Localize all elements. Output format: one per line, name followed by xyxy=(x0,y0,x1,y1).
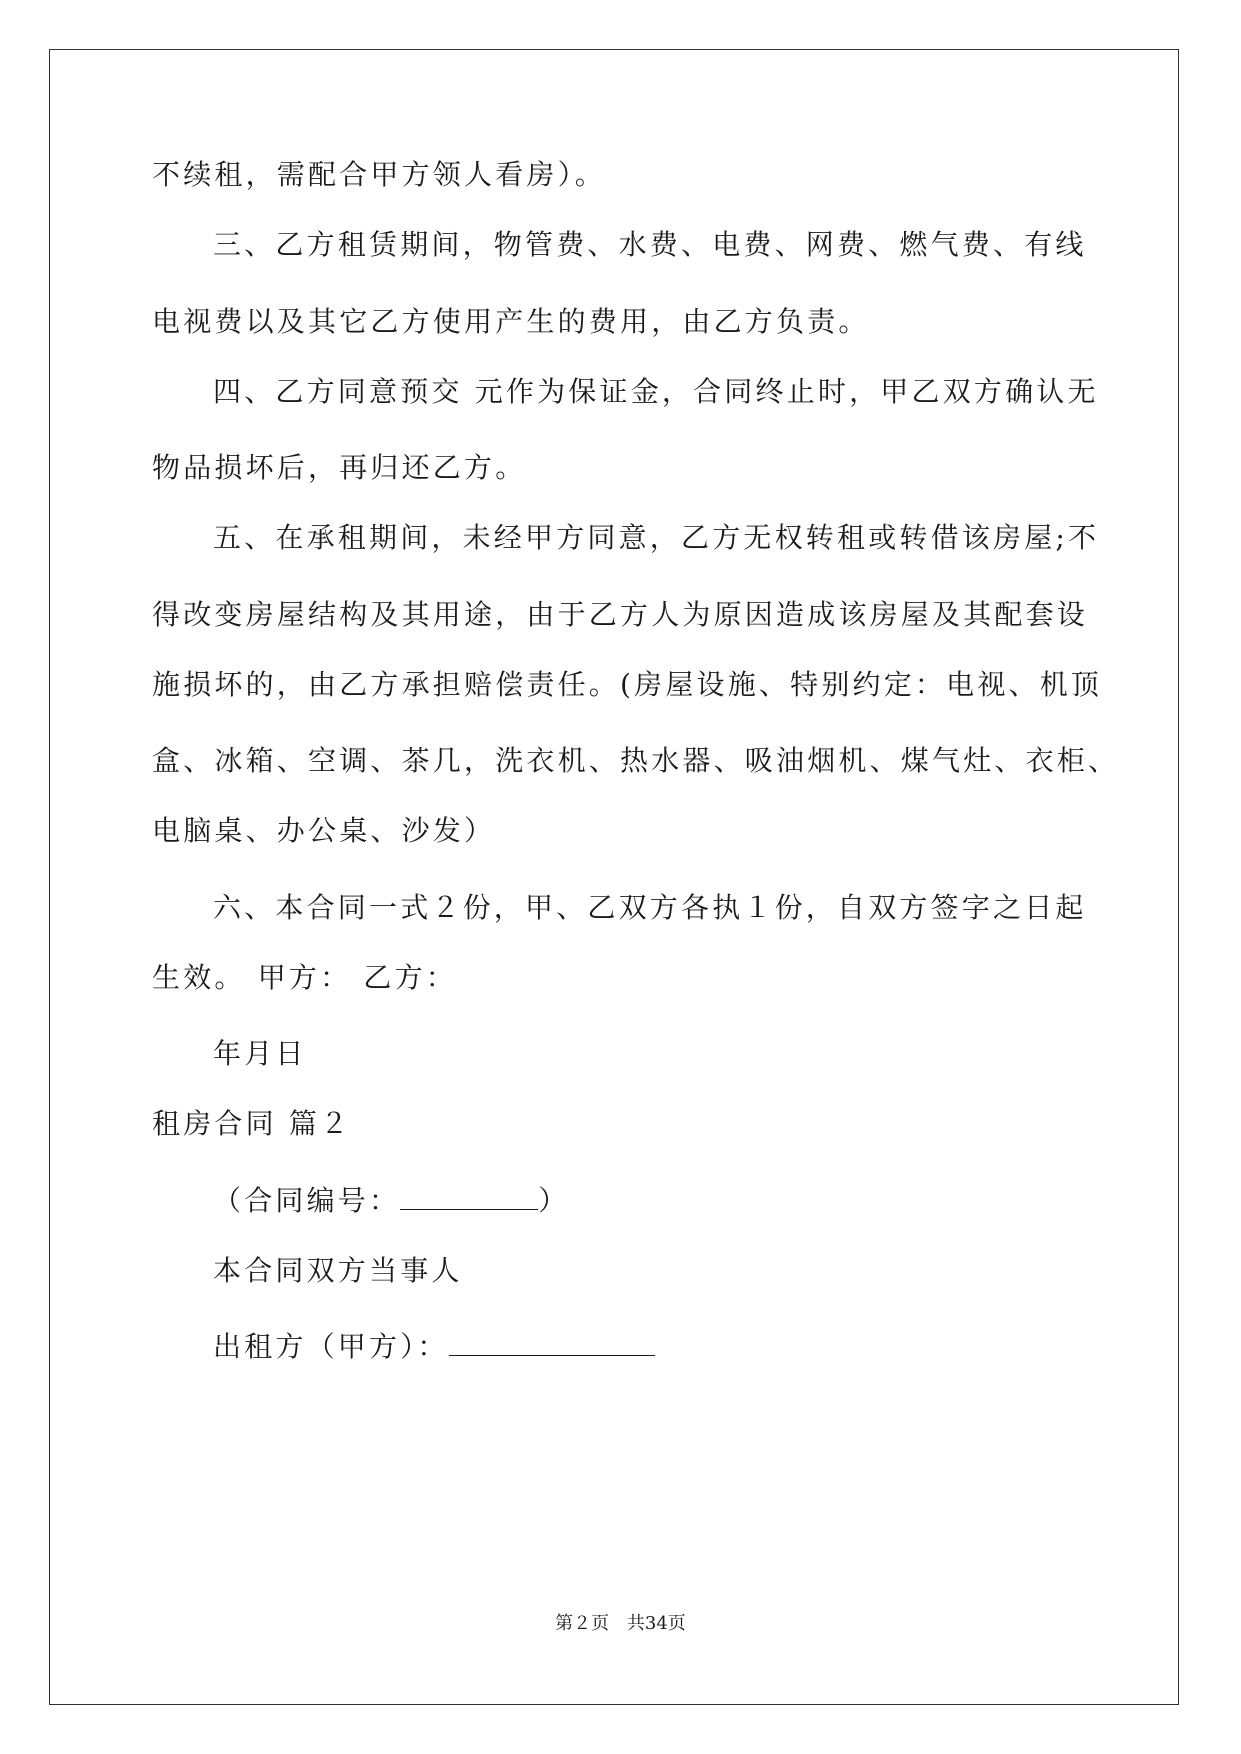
lessor-label: 出租方（甲方）： xyxy=(213,1330,449,1363)
clause-6-line-1: 六、本合同一式２份，甲、乙双方各执１份，自双方签字之日起 xyxy=(213,891,1087,924)
contract-number-blank xyxy=(400,1187,538,1210)
clause-5-line-5: 电脑桌、办公桌、沙发） xyxy=(152,814,496,847)
contract-number-close: ） xyxy=(538,1184,570,1217)
page-number: 第２页 xyxy=(555,1613,610,1634)
page-border xyxy=(49,49,1179,1705)
clause-5-line-2: 得改变房屋结构及其用途，由于乙方人为原因造成该房屋及其配套设 xyxy=(152,598,1089,631)
parties-intro: 本合同双方当事人 xyxy=(213,1254,463,1287)
date-line: 年月日 xyxy=(213,1037,307,1070)
clause-4-line-2: 物品损坏后，再归还乙方。 xyxy=(152,451,527,484)
clause-5-line-3: 施损坏的，由乙方承担赔偿责任。(房屋设施、特别约定：电视、机顶 xyxy=(152,668,1103,701)
page-footer xyxy=(0,1612,1241,1636)
contract-number-label: （合同编号： xyxy=(213,1184,401,1217)
clause-5-line-1: 五、在承租期间，未经甲方同意，乙方无权转租或转借该房屋;不 xyxy=(213,521,1100,554)
lessor-blank xyxy=(449,1333,655,1356)
clause-3-line-1: 三、乙方租赁期间，物管费、水费、电费、网费、燃气费、有线 xyxy=(213,228,1087,261)
page-total: 共34页 xyxy=(626,1613,686,1634)
clause-4-line-1: 四、乙方同意预交 元作为保证金，合同终止时，甲乙双方确认无 xyxy=(213,375,1099,408)
text-line: 不续租，需配合甲方领人看房）。 xyxy=(152,158,607,191)
section-heading: 租房合同 篇２ xyxy=(152,1107,352,1140)
clause-6-line-2: 生效。 甲方： 乙方： xyxy=(152,961,458,994)
clause-3-line-2: 电视费以及其它乙方使用产生的费用，由乙方负责。 xyxy=(152,305,870,338)
lessor-line xyxy=(213,1329,655,1365)
contract-number-line xyxy=(213,1183,569,1219)
clause-5-line-4: 盒、冰箱、空调、茶几，洗衣机、热水器、吸油烟机、煤气灶、衣柜、 xyxy=(152,744,1120,777)
